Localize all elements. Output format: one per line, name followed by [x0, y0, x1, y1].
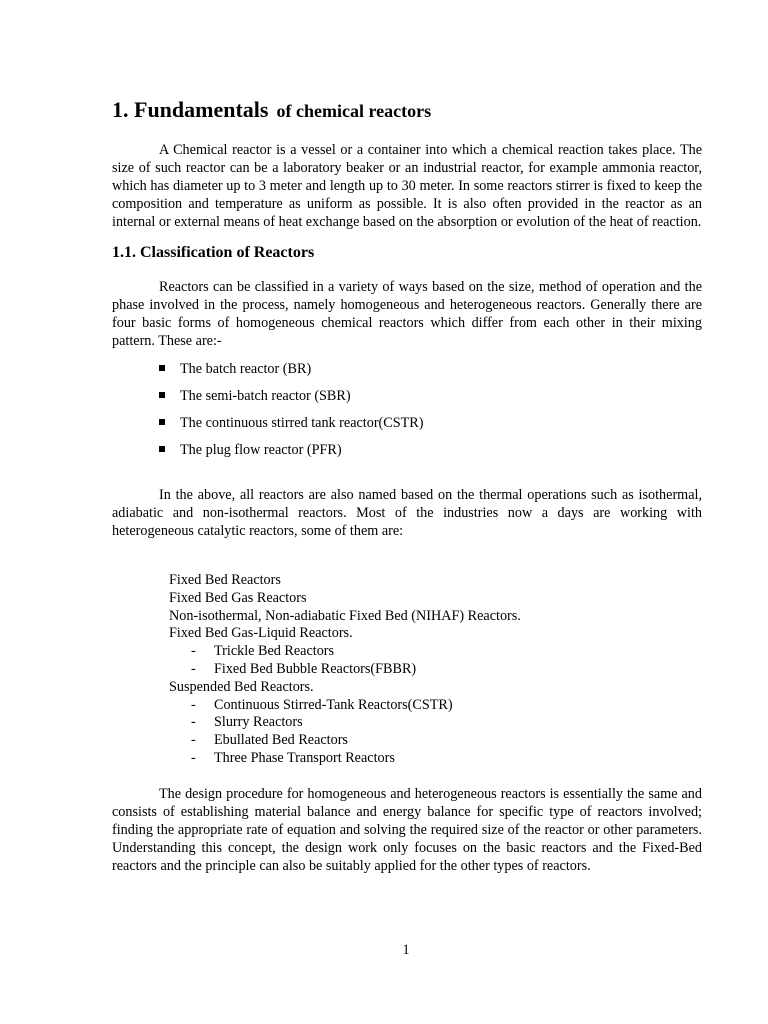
list-item-text: The batch reactor (BR)	[180, 361, 312, 377]
bullet-square-icon	[159, 365, 165, 371]
list-item-text: The continuous stirred tank reactor(CSTR)	[180, 415, 424, 431]
subtype-item	[169, 697, 702, 715]
list-item	[159, 360, 702, 378]
type-item: Fixed Bed Reactors	[169, 572, 281, 588]
subtype-item	[169, 732, 702, 750]
chapter-heading-number: 1. Fundamentals	[112, 97, 269, 122]
subtype-item-text: Fixed Bed Bubble Reactors(FBBR)	[214, 660, 417, 677]
subtype-item	[169, 643, 702, 661]
type-item: Fixed Bed Gas-Liquid Reactors.	[169, 625, 353, 642]
bullet-square-icon	[159, 419, 165, 425]
subtype-item-text: Three Phase Transport Reactors	[214, 749, 395, 766]
subtype-item-text: Continuous Stirred-Tank Reactors(CSTR)	[214, 696, 453, 713]
list-item	[159, 387, 702, 405]
type-item: Non-isothermal, Non-adiabatic Fixed Bed (NIHAF) Reactors.	[169, 607, 521, 624]
subtype-item	[169, 714, 702, 732]
type-item: Fixed Bed Gas Reactors	[169, 589, 307, 606]
heterogeneous-reactor-list	[112, 572, 702, 768]
dash-marker: -	[191, 714, 196, 731]
subtype-item-text: Slurry Reactors	[214, 714, 303, 731]
dash-marker: -	[191, 732, 196, 749]
design-paragraph: The design procedure for homogeneous and heterogeneous reactors is essentially the same and consists of establishing material balance and energy balance for specific type of reactors involved; finding the appropriate rate of equation and solving the required size of the reactor or other parameters. Understanding this concept, the design work only focuses on the basic reactors and the Fixed-Bed reactors and the principle can also be suitably applied for the other types of reactors.	[112, 785, 702, 874]
subtype-item-text: Ebullated Bed Reactors	[214, 732, 348, 749]
section-heading: 1.1. Classification of Reactors	[112, 244, 315, 261]
page-number: 1	[402, 942, 410, 958]
list-item-text: The plug flow reactor (PFR)	[180, 442, 342, 458]
classification-paragraph: Reactors can be classified in a variety of ways based on the size, method of operation and the phase involved in the process, namely homogeneous and heterogeneous reactors. Generally there are four basic forms of homogeneous chemical reactors which differ from each other in their mixing pattern. These are:-	[112, 279, 702, 349]
document-page	[112, 88, 702, 875]
chapter-heading	[112, 88, 702, 129]
bullet-square-icon	[159, 446, 165, 452]
subtype-item-text: Trickle Bed Reactors	[214, 643, 335, 660]
list-item	[159, 414, 702, 432]
type-item: Suspended Bed Reactors.	[169, 678, 314, 695]
bullet-square-icon	[159, 392, 165, 398]
dash-marker: -	[191, 749, 196, 766]
subtype-item	[169, 750, 702, 768]
chapter-heading-rest: of chemical reactors	[276, 101, 432, 121]
list-item	[159, 441, 702, 459]
dash-marker: -	[191, 696, 196, 713]
list-item-text: The semi-batch reactor (SBR)	[180, 388, 351, 404]
basic-reactor-list	[112, 360, 702, 459]
subtype-item	[169, 661, 702, 679]
dash-marker: -	[191, 660, 196, 677]
intro-paragraph: A Chemical reactor is a vessel or a container into which a chemical reaction takes place. The size of such reactor can be a laboratory beaker or an industrial reactor, for example ammonia reactor, which has diameter up to 3 meter and length up to 30 meter. In some reactors stirrer is fixed to keep the composition and temperature as uniform as possible. It is also often provided in the reactor as an internal or external means of heat exchange based on the absorption or evolution of the heat of reaction.	[112, 142, 702, 230]
dash-marker: -	[191, 643, 196, 660]
thermal-paragraph: In the above, all reactors are also named based on the thermal operations such as isothermal, adiabatic and non-isothermal reactors. Most of the industries now a days are working with heterogeneous catalytic reactors, some of them are:	[112, 487, 702, 539]
